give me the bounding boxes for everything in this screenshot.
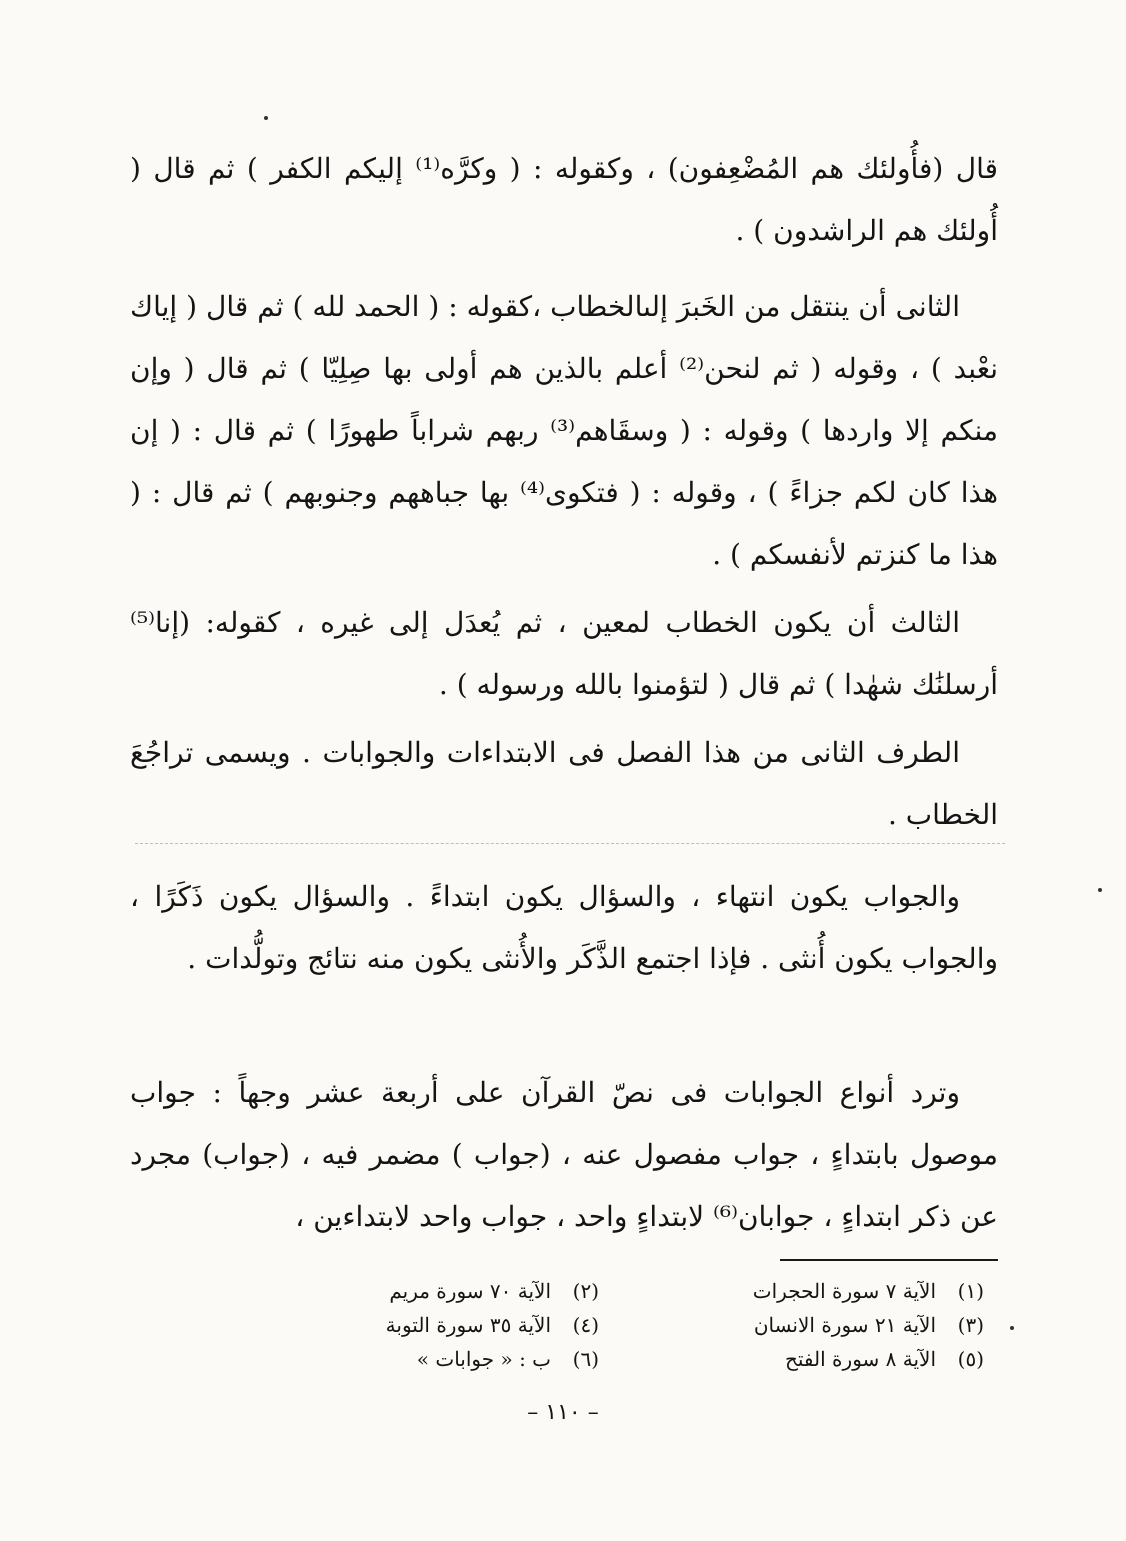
- paragraph-6: وترد أنواع الجوابات فى نصّ القرآن على أربعة عشر وجهاً : جواب موصول بابتداءٍ ، جواب مفصول عنه ، (جواب ) مضمر فيه ، (جواب) مجرد عن ذكر ابتداءٍ ، جوابان⁽⁶⁾ لابتداءٍ واحد ، جواب واحد لابتداءين ،: [130, 1076, 998, 1233]
- footnote-text: ب : « جوابات »: [416, 1347, 551, 1371]
- paragraph-3: الثالث أن يكون الخطاب لمعين ، ثم يُعدَل إلى غيره ، كقوله: (إنا⁽⁵⁾ أرسلنَٰك شهٰدا ) ثم قال ( لتؤمنوا بالله ورسوله ) .: [130, 606, 998, 701]
- footnote-number: (٥): [957, 1347, 984, 1371]
- footnote-text: الآية ٨ سورة الفتح: [784, 1347, 936, 1371]
- paragraph-2: الثانى أن ينتقل من الخَبرَ إلىالخطاب ،كقوله : ( الحمد لله ) ثم قال ( إياك نعْبد ) ، وقوله ( ثم لنحن⁽²⁾ أعلم بالذين هم أولى بها صِلِيّا ) ثم قال ( وإن منكم إلا واردها ) وقوله : ( وسقَاهم⁽³⁾ ربهم شراباً طهورًا ) ثم قال : ( إن هذا كان لكم جزاءً ) ، وقوله : ( فتكوى⁽⁴⁾ بها جباههم وجنوبهم ) ثم قال : ( هذا ما كنزتم لأنفسكم ) .: [130, 290, 999, 571]
- footnote-text: الآية ٧٠ سورة مريم: [389, 1279, 551, 1303]
- footnote-text: الآية ٧ سورة الحجرات: [752, 1279, 936, 1303]
- footnote-item: [284, 1344, 599, 1374]
- footnote-number: (١): [957, 1279, 984, 1303]
- footnote-item: [284, 1276, 599, 1306]
- footnote-number: (٦): [572, 1347, 599, 1371]
- footnote-separator: [780, 1259, 998, 1261]
- page-number: – ١١٠ –: [527, 1400, 599, 1425]
- footnote-item: [669, 1310, 984, 1340]
- scan-speck: [1098, 888, 1102, 892]
- scan-speck: [1010, 1326, 1014, 1330]
- paragraph-4: الطرف الثانى من هذا الفصل فى الابتداءات والجوابات . ويسمى تراجُعَ الخطاب .: [130, 736, 998, 831]
- footnote-number: (٢): [572, 1279, 599, 1303]
- footnote-text: الآية ٣٥ سورة التوبة: [385, 1313, 551, 1337]
- footnotes: [284, 1276, 984, 1374]
- scan-speck: [264, 116, 268, 120]
- footnote-number: (٤): [572, 1313, 599, 1337]
- page-fold-line: [135, 843, 1005, 844]
- footnote-item: [669, 1276, 984, 1306]
- footnote-item: [284, 1310, 599, 1340]
- paragraph-5: والجواب يكون انتهاء ، والسؤال يكون ابتداءً . والسؤال يكون ذَكَرًا ، والجواب يكون أُنثى . فإذا اجتمع الذَّكَر والأُنثى يكون منه نتائج وتولُّدات .: [130, 880, 998, 975]
- footnote-number: (٣): [957, 1313, 984, 1337]
- footnote-text: الآية ٢١ سورة الانسان: [753, 1313, 936, 1337]
- paragraph-1: قال (فأُولئك هم المُضْعِفون) ، وكقوله : ( وكرَّه⁽¹⁾ إليكم الكفر ) ثم قال ( أُولئك هم الراشدون ) .: [130, 152, 998, 247]
- footnote-item: [669, 1344, 984, 1374]
